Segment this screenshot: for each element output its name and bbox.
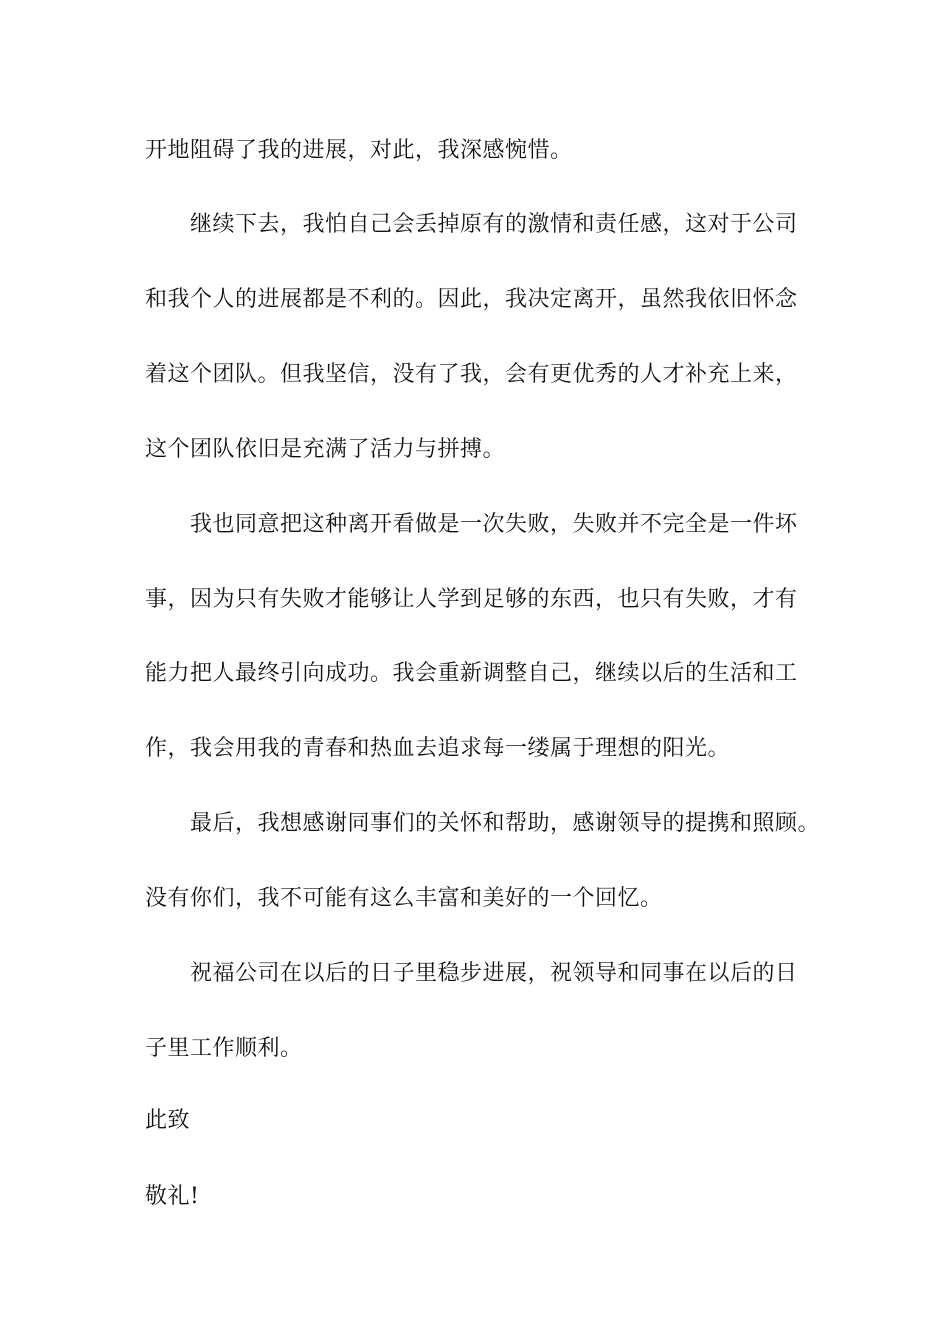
paragraph-start: 继续下去，我怕自己会丢掉原有的激情和责任感，这对于公司: [190, 212, 798, 237]
text-line: 作，我会用我的青春和热血去追求每一缕属于理想的阳光。: [145, 736, 731, 761]
text-line: 事，因为只有失败才能够让人学到足够的东西，也只有失败，才有: [145, 587, 798, 612]
text-line: 开地阻碍了我的进展，对此，我深感惋惜。: [145, 138, 573, 163]
text-line: 没有你们，我不可能有这么丰富和美好的一个回忆。: [145, 886, 663, 911]
text-line: 这个团队依旧是充满了活力与拼搏。: [145, 437, 506, 462]
paragraph-start: 我也同意把这种离开看做是一次失败，失败并不完全是一件坏: [190, 512, 798, 537]
text-line: 能力把人最终引向成功。我会重新调整自己，继续以后的生活和工: [145, 661, 798, 686]
closing-salutation: 此致: [145, 1108, 191, 1133]
paragraph-start: 祝福公司在以后的日子里稳步进展，祝领导和同事在以后的日: [190, 961, 798, 986]
text-line: 和我个人的进展都是不利的。因此，我决定离开，虽然我依旧怀念: [145, 287, 798, 312]
paragraph-start: 最后，我想感谢同事们的关怀和帮助，感谢领导的提携和照顾。: [190, 811, 821, 836]
closing-regards: 敬礼!: [145, 1184, 200, 1209]
text-line: 着这个团队。但我坚信，没有了我，会有更优秀的人才补充上来，: [145, 362, 798, 387]
text-line: 子里工作顺利。: [145, 1036, 303, 1061]
